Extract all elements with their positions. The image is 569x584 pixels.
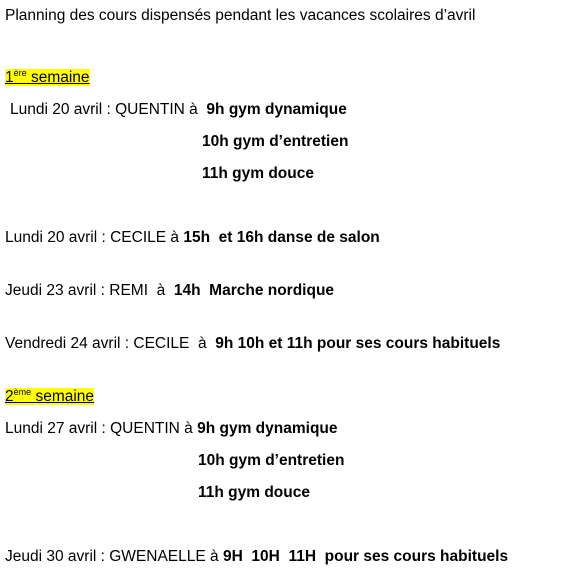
week1-entry4-courses: 9h 10h et 11h pour ses cours habituels (215, 335, 501, 352)
week1-heading-ordinal: ère (13, 68, 27, 78)
week1-heading (5, 69, 90, 87)
week1-entry3-courses: 14h Marche nordique (173, 282, 335, 299)
week1-heading-number: 1 (5, 69, 14, 86)
week2-entry1-course3: 11h gym douce (198, 484, 310, 501)
week1-entry1-course2: 10h gym d’entretien (202, 133, 349, 150)
week2-entry2-prefix: Jeudi 30 avril : GWENAELLE à (5, 548, 223, 565)
week1-entry3-prefix: Jeudi 23 avril : REMI à (5, 282, 174, 299)
week1-entry3 (5, 282, 334, 300)
week1-entry4 (5, 335, 500, 353)
week2-entry1-prefix: Lundi 27 avril : QUENTIN à (5, 420, 198, 437)
week1-entry1-prefix: Lundi 20 avril : QUENTIN à (10, 101, 207, 118)
week2-heading-word: semaine (31, 388, 95, 405)
week1-heading-highlight (5, 69, 90, 86)
week1-entry1 (10, 101, 347, 119)
week1-entry2 (5, 229, 380, 247)
week2-heading-ordinal: ème (13, 387, 32, 397)
week2-entry2 (5, 548, 508, 566)
week1-entry1-course1: 9h gym dynamique (206, 101, 347, 118)
week1-entry1-course3: 11h gym douce (202, 165, 314, 182)
week2-heading-highlight (5, 388, 94, 405)
page-title: Planning des cours dispensés pendant les vacances scolaires d’avril (5, 7, 476, 24)
week1-entry4-prefix: Vendredi 24 avril : CECILE à (5, 335, 216, 352)
week1-entry2-prefix: Lundi 20 avril : CECILE à (5, 229, 184, 246)
week2-entry1-course2: 10h gym d’entretien (198, 452, 345, 469)
week2-entry2-courses: 9H 10H 11H pour ses cours habituels (222, 548, 509, 565)
week1-entry2-courses: 15h et 16h danse de salon (183, 229, 380, 246)
week1-heading-word: semaine (26, 69, 90, 86)
week2-heading (5, 388, 94, 406)
week2-entry1-course1: 9h gym dynamique (197, 420, 338, 437)
week2-heading-number: 2 (5, 388, 14, 405)
week2-entry1 (5, 420, 338, 438)
